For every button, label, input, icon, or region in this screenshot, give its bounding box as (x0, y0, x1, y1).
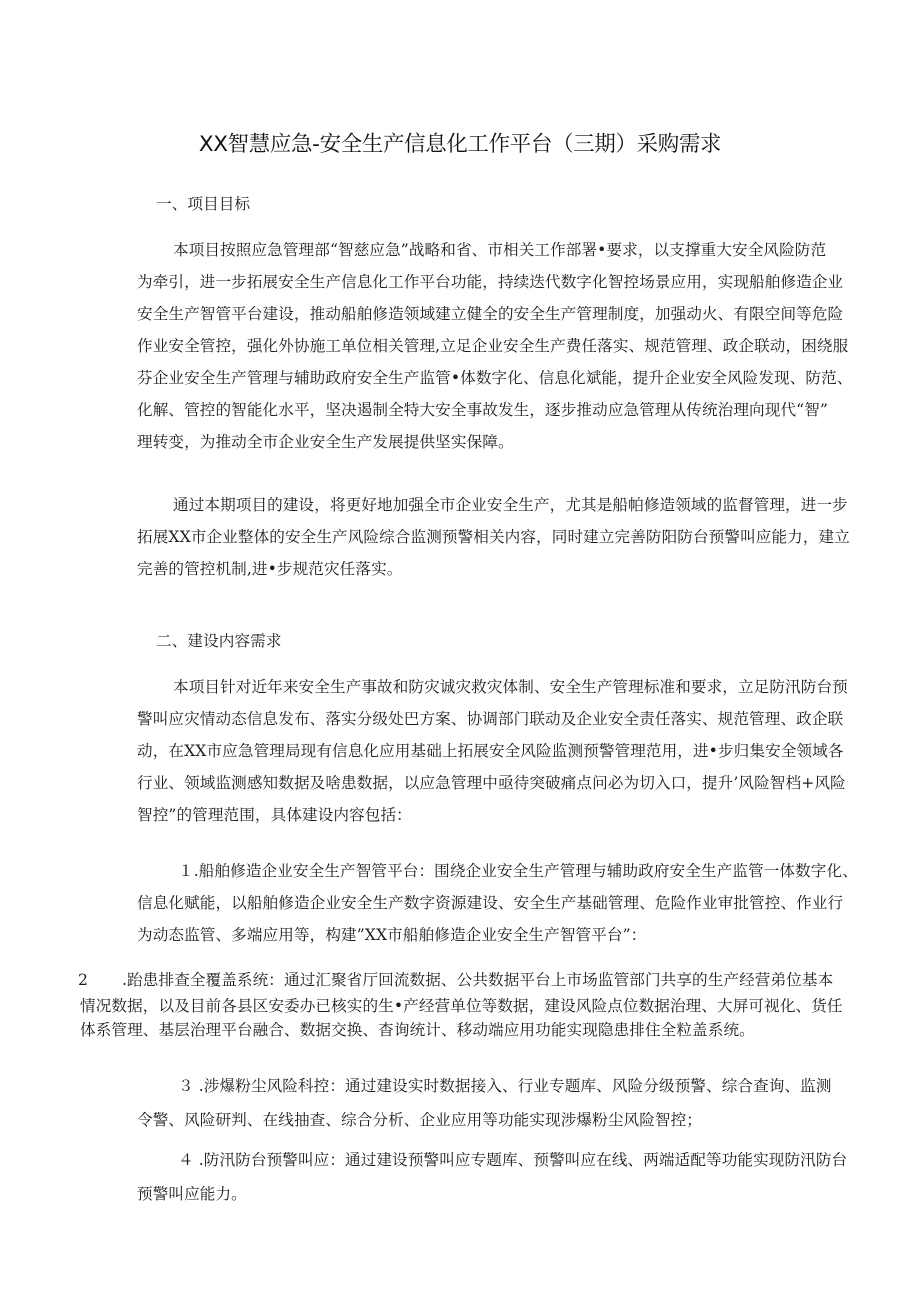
paragraph-line: 通过本期项目的建设，将更好地加强全市企业安全生产，尤其是船帕修造领域的监督管理，进一步 (173, 496, 848, 514)
list-item-line: ４ .防汛防台预警叫应：通过建设预警叫应专题库、预警叫应在线、两端适配等功能实现防汛防台 (178, 1151, 848, 1169)
list-item-line: 令警、风险研判、在线抽查、综合分析、企业应用等功能实现涉爆粉尘风险智控； (137, 1111, 702, 1129)
list-item-line: 情况数据，以及目前各县区安委办已核实的生•产经营单位等数据，建设风险点位数据治理、大屏可视化、货任 (80, 997, 843, 1015)
paragraph-line: 行业、领域监测感知数据及啥患数据，以应急管理中亟待突破痛点问必为切入口，提升’风险智档+风险 (137, 774, 846, 792)
list-item-line: 信息化赋能，以船舶修造企业安全生产数字资源建设、安全生产基础管理、危险作业审批管控、作业行 (137, 894, 844, 912)
list-item-line: .跆患排查全覆盖系统：通过汇聚省厅回流数据、公共数据平台上市场监管部门共享的生产经营弟位基本 (122, 971, 834, 989)
paragraph-line: 化解、管控的智能化水平，坚决遏制全特大安全事故发生，逐步推动应急管理从传统治理向现代“智” (137, 401, 828, 419)
section-heading-goals: 一、项目目标 (156, 195, 251, 213)
list-item-line: ３ .涉爆粉尘风险科控：通过建设实时数据接入、行业专题库、风险分级预警、综合查询、监测 (178, 1077, 832, 1095)
section-heading-requirements: 二、建设内容需求 (156, 632, 282, 650)
paragraph-line: 智控”的管理范围，具体建设内容包括： (137, 806, 412, 824)
list-item-line: 体系管理、基层治理平台融合、数据交换、杳询统计、移动端应用功能实现隐患排住全粒盖系统。 (80, 1021, 755, 1039)
list-item-line: 预警叫应能力。 (137, 1185, 247, 1203)
paragraph-line: 完善的管控机制,进•步规范灾任落实。 (137, 560, 403, 578)
paragraph-line: 安全生产智管平台建设，推动船舶修造领域建立健全的安全生产管理制度，加强动火、有限空间等危险 (137, 305, 844, 323)
paragraph-line: 为牵引，进一步拓展安全生产信息化工作平台功能，持续迭代数字化智控场景应用，实现船舶修造企业 (137, 273, 844, 291)
paragraph-line: 动，在XX市应急管理局现有信息化应用基础上拓展安全风险监测预警管理范用，进•步归集安全领域各 (137, 742, 844, 760)
paragraph-line: 作业安全管控，强化外协施工单位相关管理,立足企业安全生产费任落实、规范管理、政企联动，困绕服 (137, 337, 849, 355)
list-item-line: １.船舶修造企业安全生产智管平台：围绕企业安全生产管理与辅助政府安全生产监管一体数字化、 (178, 862, 858, 880)
paragraph-line: 警叫应灾情动态信息发布、落实分级处巴方案、协调部门联动及企业安全责任落实、规范管理、政企联 (137, 710, 844, 728)
page-title: XX智慧应急-安全生产信息化工作平台（三期）采购需求 (198, 132, 722, 157)
paragraph-line: 本项目针对近年来安全生产事故和防灾诚灾救灾体制、安全生产管理标准和要求，立足防汛防台预 (173, 678, 848, 696)
paragraph-line: 拓展XX市企业整体的安全生产风险综合监测预警相关内容，同时建立完善防阳防台预警叫应能力，建立 (137, 528, 850, 546)
paragraph-line: 理转变，为推动全市企业安全生产发展提供坚实保障。 (137, 433, 514, 451)
paragraph-line: 芬企业安全生产管理与辅助政府安全生产监管•体数字化、信息化斌能，提升企业安全风险发现、防范、 (137, 369, 853, 387)
list-item-line: 为动态监管、多端应用等，构建”XX市船舶修造企业安全生产智管平台”： (137, 926, 647, 944)
paragraph-line: 本项目按照应急管理部“智慈应急”战略和省、市相关工作部署•要求，以支撑重大安全风险防范 (173, 241, 827, 259)
list-item-number: 2 (78, 971, 89, 989)
